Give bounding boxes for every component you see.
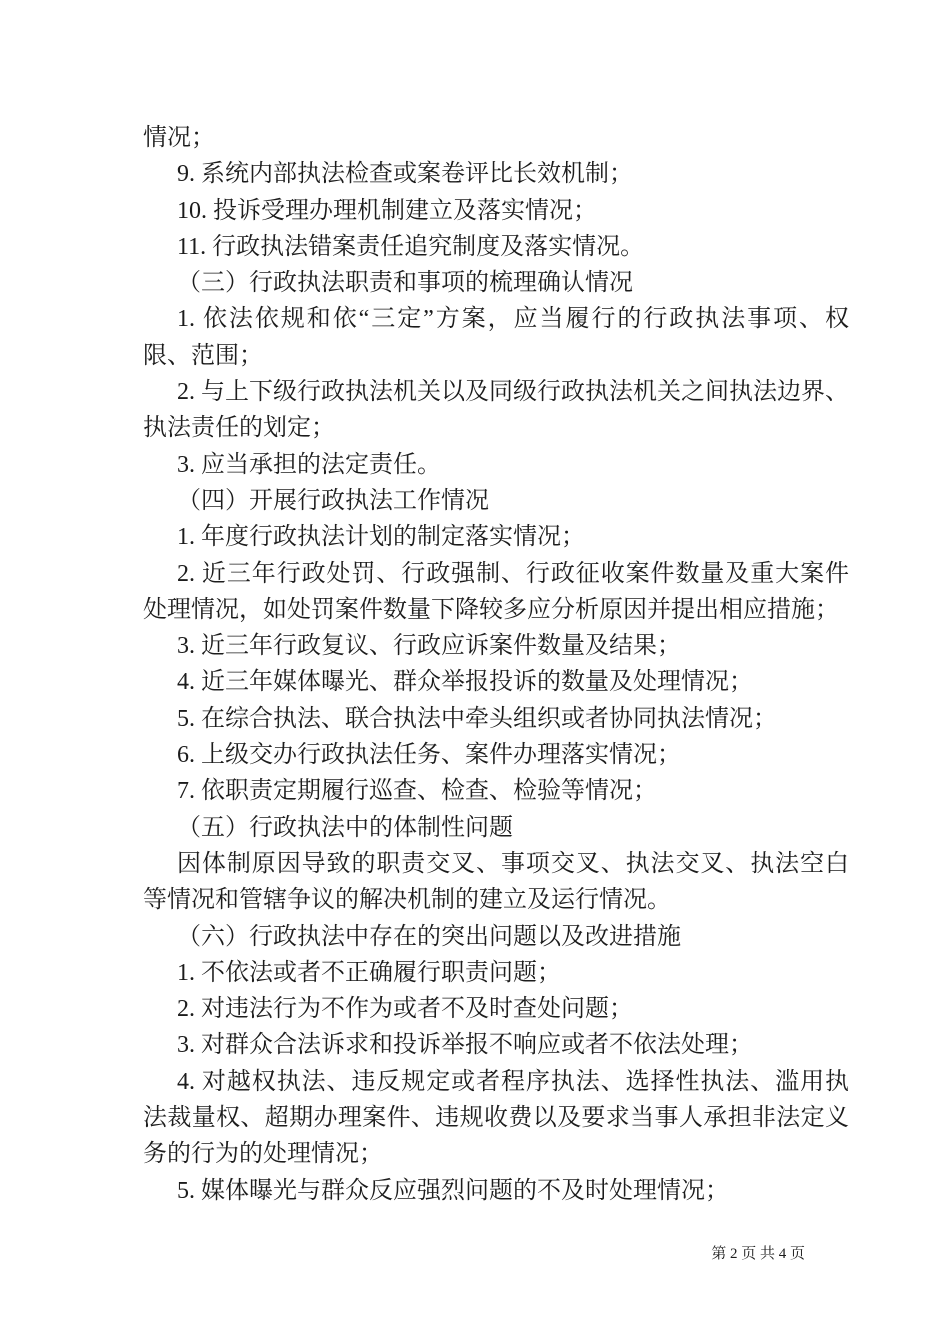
paragraph <box>143 1027 849 1063</box>
text-line: 7. 依职责定期履行巡查、检查、检验等情况； <box>177 778 657 805</box>
paragraph <box>143 701 849 737</box>
paragraph <box>143 447 849 483</box>
text-line: 1. 依法依规和依“三定”方案，应当履行的行政执法事项、权 <box>177 306 849 333</box>
text-line: （五）行政执法中的体制性问题 <box>177 814 513 841</box>
text-line: 5. 媒体曝光与群众反应强烈问题的不及时处理情况； <box>177 1177 729 1204</box>
text-line: （六）行政执法中存在的突出问题以及改进措施 <box>177 923 681 950</box>
text-line: 3. 应当承担的法定责任。 <box>177 451 441 478</box>
paragraph <box>143 374 849 447</box>
text-line: 9. 系统内部执法检查或案卷评比长效机制； <box>177 161 633 188</box>
text-line: 法裁量权、超期办理案件、违规收费以及要求当事人承担非法定义 <box>143 1105 849 1132</box>
paragraph <box>143 301 849 374</box>
paragraph <box>143 810 849 846</box>
paragraph <box>143 483 849 519</box>
paragraph <box>143 556 849 629</box>
text-line: 限、范围； <box>143 342 263 369</box>
text-line: 2. 对违法行为不作为或者不及时查处问题； <box>177 996 633 1023</box>
text-line: （三）行政执法职责和事项的梳理确认情况 <box>177 270 633 297</box>
paragraph <box>143 846 849 919</box>
paragraph <box>143 193 849 229</box>
page-number: 第 2 页 共 4 页 <box>711 1246 805 1262</box>
paragraph <box>143 919 849 955</box>
paragraph <box>143 991 849 1027</box>
text-line: 执法责任的划定； <box>143 415 335 442</box>
text-line: 3. 对群众合法诉求和投诉举报不响应或者不依法处理； <box>177 1032 753 1059</box>
text-line: 4. 对越权执法、违反规定或者程序执法、选择性执法、滥用执 <box>177 1068 849 1095</box>
document-body <box>143 120 849 1209</box>
paragraph <box>143 773 849 809</box>
text-line: 10. 投诉受理办理机制建立及落实情况； <box>177 197 597 224</box>
paragraph <box>143 737 849 773</box>
text-line: 1. 年度行政执法计划的制定落实情况； <box>177 524 585 551</box>
text-line: 处理情况，如处罚案件数量下降较多应分析原因并提出相应措施； <box>143 596 839 623</box>
text-line: 2. 近三年行政处罚、行政强制、行政征收案件数量及重大案件 <box>177 560 849 587</box>
text-line: 务的行为的处理情况； <box>143 1141 383 1168</box>
text-line: 5. 在综合执法、联合执法中牵头组织或者协同执法情况； <box>177 705 777 732</box>
text-line: 3. 近三年行政复议、行政应诉案件数量及结果； <box>177 633 681 660</box>
paragraph <box>143 628 849 664</box>
paragraph <box>143 265 849 301</box>
paragraph <box>143 156 849 192</box>
text-line: 2. 与上下级行政执法机关以及同级行政执法机关之间执法边界、 <box>177 379 849 406</box>
paragraph <box>143 1064 849 1173</box>
text-line: （四）开展行政执法工作情况 <box>177 487 489 514</box>
paragraph <box>143 664 849 700</box>
text-line: 4. 近三年媒体曝光、群众举报投诉的数量及处理情况； <box>177 669 753 696</box>
paragraph <box>143 229 849 265</box>
paragraph <box>143 1173 849 1209</box>
text-line: 等情况和管辖争议的解决机制的建立及运行情况。 <box>143 887 671 914</box>
paragraph <box>143 519 849 555</box>
text-line: 因体制原因导致的职责交叉、事项交叉、执法交叉、执法空白 <box>177 850 849 877</box>
paragraph <box>143 120 849 156</box>
paragraph <box>143 955 849 991</box>
text-line: 6. 上级交办行政执法任务、案件办理落实情况； <box>177 742 681 769</box>
text-line: 11. 行政执法错案责任追究制度及落实情况。 <box>177 233 645 260</box>
text-line: 情况； <box>143 125 215 151</box>
text-line: 1. 不依法或者不正确履行职责问题； <box>177 959 561 986</box>
